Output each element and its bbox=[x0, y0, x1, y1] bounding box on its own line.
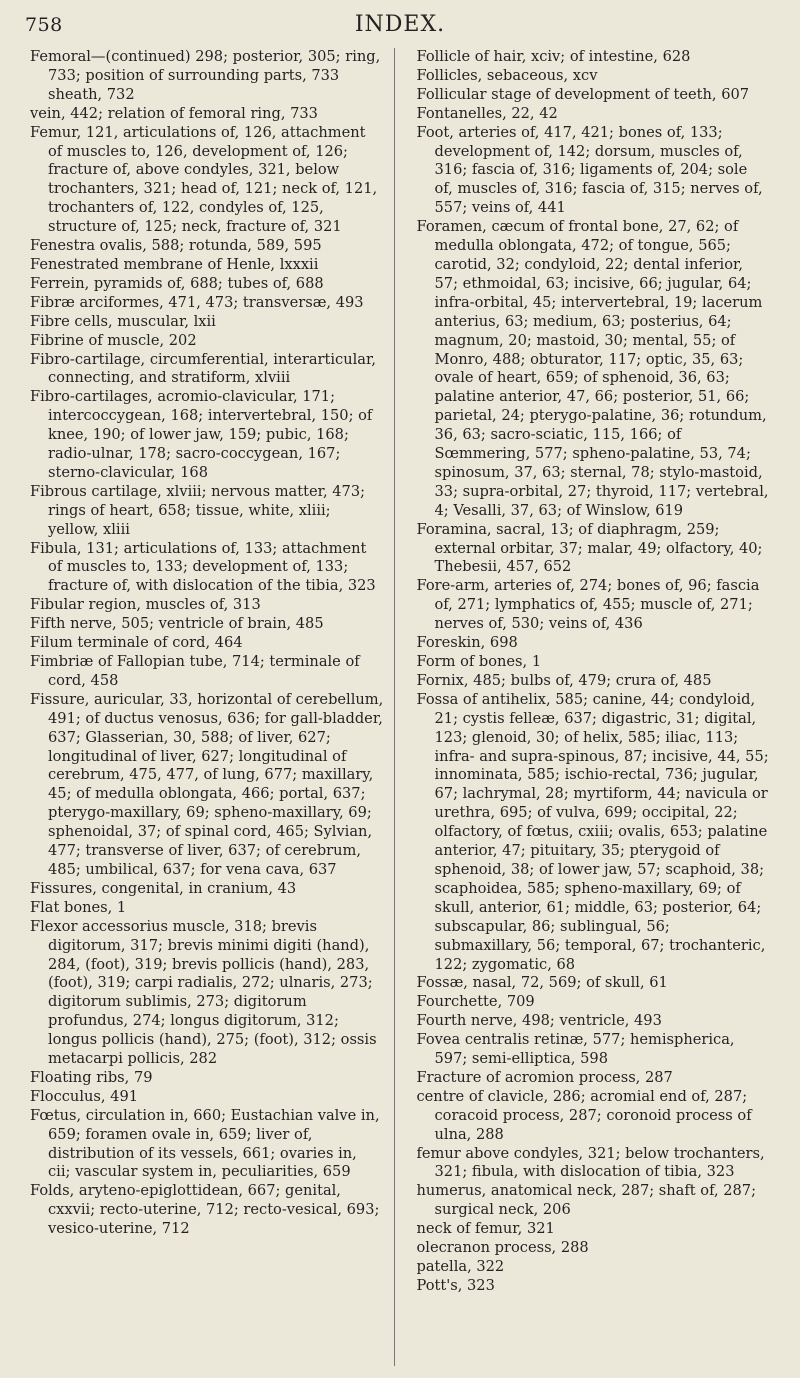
index-entry: Follicular stage of development of teeth, 607 bbox=[416, 85, 750, 103]
page-header bbox=[25, 12, 775, 42]
index-entry: Fissures, congenital, in cranium, 43 bbox=[30, 879, 297, 897]
index-entry: Foramen, cæcum of frontal bone, 27, 62; of medulla oblongata, 472; of tongue, 565; carotid, 32; condyloid, 22; dental inferior, 57; ethmoidal, 63; incisive, 66; jugular, 64; infra-orbital, 45; intervertebral, 19; lacerum anterius, 63; medium, 63; posterius, 64; magnum, 20; mastoid, 30; mental, 55; of Monro, 488; obturator, 117; optic, 35, 63; ovale of heart, 659; of sphenoid, 36, 63; palatine anterior, 47, 66; posterior, 51, 66; parietal, 24; pterygo-palatine, 36; rotundum, 36, 63; sacro-sciatic, 115, 166; of Sœmmering, 577; spheno-palatine, 53, 74; spinosum, 37, 63; sternal, 78; stylo-mastoid, 33; supra-orbital, 27; thyroid, 117; vertebral, 4; Vesalli, 37, 63; of Winslow, 619 bbox=[416, 218, 769, 519]
index-entry: vein, 442; relation of femoral ring, 733 bbox=[30, 104, 318, 122]
index-entry: Fenestrated membrane of Henle, lxxxii bbox=[30, 255, 319, 273]
index-entry: Floating ribs, 79 bbox=[30, 1068, 153, 1086]
index-entry: Fore-arm, arteries of, 274; bones of, 96; fascia of, 271; lymphatics of, 455; muscle of, 271; nerves of, 530; veins of, 436 bbox=[416, 577, 760, 633]
left-column bbox=[30, 48, 395, 1366]
index-entry: Fibro-cartilage, circumferential, interarticular, connecting, and stratiform, xlviii bbox=[30, 350, 376, 387]
index-entry: Fifth nerve, 505; ventricle of brain, 485 bbox=[30, 615, 324, 633]
index-entry: Flocculus, 491 bbox=[30, 1087, 139, 1105]
index-entry: olecranon process, 288 bbox=[416, 1239, 589, 1257]
index-entry: Fracture of acromion process, 287 bbox=[416, 1068, 673, 1086]
index-entry: Form of bones, 1 bbox=[416, 653, 542, 670]
index-entry: neck of femur, 321 bbox=[416, 1220, 555, 1238]
right-column bbox=[417, 48, 771, 1366]
index-entry: Fœtus, circulation in, 660; Eustachian valve in, 659; foramen ovale in, 659; liver of, distribution of its vessels, 661; ovaries in, cii; vascular system in, peculiarities, 659 bbox=[30, 1106, 380, 1181]
page-title: INDEX. bbox=[354, 12, 446, 37]
index-entry: Fibula, 131; articulations of, 133; attachment of muscles to, 133; development of, 133; fracture of, with dislocation of the tibia, 323 bbox=[30, 539, 376, 595]
index-entry: Fibrous cartilage, xlviii; nervous matter, 473; rings of heart, 658; tissue, white, xliii; yellow, xliii bbox=[30, 482, 366, 538]
index-entry: Fourth nerve, 498; ventricle, 493 bbox=[416, 1012, 662, 1030]
index-entry: Filum terminale of cord, 464 bbox=[30, 634, 243, 652]
page-number: 758 bbox=[25, 14, 63, 36]
index-entry: Femur, 121, articulations of, 126, attachment of muscles to, 126, development of, 126; fracture of, above condyles, 321, below trochanters, 321; head of, 121; neck of, 121, trochanters of, 122, condyles of, 125, structure of, 125; neck, fracture of, 321 bbox=[30, 123, 378, 236]
index-entry: Folds, aryteno-epiglottidean, 667; genital, cxxvii; recto-uterine, 712; recto-vesical, 693; vesico-uterine, 712 bbox=[30, 1182, 380, 1238]
index-entry: centre of clavicle, 286; acromial end of, 287; coracoid process, 287; coronoid process of ulna, 288 bbox=[416, 1087, 752, 1143]
index-entry: Foreskin, 698 bbox=[416, 634, 518, 652]
index-entry: Fibræ arciformes, 471, 473; transversæ, 493 bbox=[30, 293, 364, 311]
index-entry: Fovea centralis retinæ, 577; hemispherica, 597; semi-elliptica, 598 bbox=[416, 1031, 735, 1068]
index-entry: Fourchette, 709 bbox=[416, 993, 535, 1011]
index-entry: Fibular region, muscles of, 313 bbox=[30, 596, 261, 614]
index-entry: Fossæ, nasal, 72, 569; of skull, 61 bbox=[416, 974, 668, 992]
index-columns bbox=[30, 48, 770, 1366]
index-entry: Fossa of antihelix, 585; canine, 44; condyloid, 21; cystis felleæ, 637; digastric, 31; digital, 123; glenoid, 30; of helix, 585; iliac, 113; infra- and supra-spinous, 87; incisive, 44, 55; innominata, 585; ischio-rectal, 736; jugular, 67; lachrymal, 28; myrtiform, 44; navicula or urethra, 695; of vulva, 699; occipital, 22; olfactory, of fœtus, cxiii; ovalis, 653; palatine anterior, 47; pituitary, 35; pterygoid of sphenoid, 38; of lower jaw, 57; scaphoid, 38; scaphoidea, 585; spheno-maxillary, 69; of skull, anterior, 61; middle, 63; posterior, 64; subscapular, 86; sublingual, 56; submaxillary, 56; temporal, 67; trochanteric, 122; zygomatic, 68 bbox=[416, 690, 769, 973]
index-entry: Fissure, auricular, 33, horizontal of cerebellum, 491; of ductus venosus, 636; for gall-bladder, 637; Glasserian, 30, 588; of liver, 627; longitudinal of liver, 627; longitudinal of cerebrum, 475, 477, of lung, 677; maxillary, 45; of medulla oblongata, 466; portal, 637; pterygo-maxillary, 69; spheno-maxillary, 69; sphenoidal, 37; of spinal cord, 465; Sylvian, 477; transverse of liver, 637; of cerebrum, 485; umbilical, 637; for vena cava, 637 bbox=[30, 690, 384, 878]
index-entry: femur above condyles, 321; below trochanters, 321; fibula, with dislocation of tibia, 323 bbox=[416, 1144, 765, 1181]
index-entry: Fibre cells, muscular, lxii bbox=[30, 312, 216, 330]
index-entry: Pott's, 323 bbox=[416, 1276, 495, 1294]
index-entry: patella, 322 bbox=[416, 1258, 505, 1275]
index-entry: Flexor accessorius muscle, 318; brevis digitorum, 317; brevis minimi digiti (hand), 284, (foot), 319; brevis pollicis (hand), 283, (foot), 319; carpi radialis, 272; ulnaris, 273; digitorum sublimis, 273; digitorum profundus, 274; longus digitorum, 312; longus pollicis (hand), 275; (foot), 312; ossis metacarpi pollicis, 282 bbox=[30, 917, 377, 1068]
index-entry: Fontanelles, 22, 42 bbox=[416, 104, 558, 122]
index-entry: Femoral—(continued) 298; posterior, 305; ring, 733; position of surrounding parts, 733 sheath, 732 bbox=[30, 48, 381, 103]
index-entry: Follicles, sebaceous, xcv bbox=[416, 66, 598, 84]
index-entry: Follicle of hair, xciv; of intestine, 628 bbox=[416, 48, 691, 65]
index-entry: Flat bones, 1 bbox=[30, 898, 127, 916]
index-entry: Fimbriæ of Fallopian tube, 714; terminale of cord, 458 bbox=[30, 653, 360, 689]
index-entry: Fibrine of muscle, 202 bbox=[30, 331, 197, 349]
index-entry: Ferrein, pyramids of, 688; tubes of, 688 bbox=[30, 274, 324, 292]
index-entry: Foot, arteries of, 417, 421; bones of, 133; development of, 142; dorsum, muscles of, 316; fascia of, 316; ligaments of, 204; sole of, muscles of, 316; fascia of, 315; nerves of, 557; veins of, 441 bbox=[416, 123, 763, 217]
index-entry: humerus, anatomical neck, 287; shaft of, 287; surgical neck, 206 bbox=[416, 1182, 757, 1219]
index-entry: Fornix, 485; bulbs of, 479; crura of, 485 bbox=[416, 671, 712, 689]
index-entry: Foramina, sacral, 13; of diaphragm, 259; external orbitar, 37; malar, 49; olfactory, 40; Thebesii, 457, 652 bbox=[416, 520, 763, 576]
index-entry: Fibro-cartilages, acromio-clavicular, 171; intercoccygean, 168; intervertebral, 150; of knee, 190; of lower jaw, 159; pubic, 168; radio-ulnar, 178; sacro-coccygean, 167; sterno-clavicular, 168 bbox=[30, 388, 373, 481]
index-entry: Fenestra ovalis, 588; rotunda, 589, 595 bbox=[30, 237, 322, 255]
